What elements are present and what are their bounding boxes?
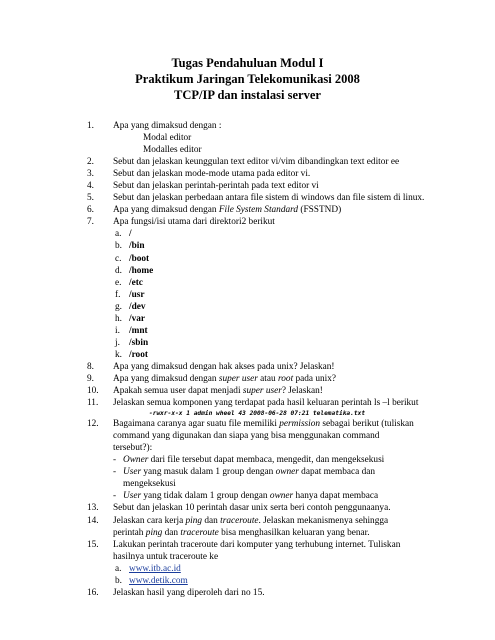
question-1: 1. Apa yang dimaksud dengan : [87,121,222,131]
directory-item: i. /mnt [115,325,148,336]
directory-item: b. /bin [115,241,145,252]
question-6: 6. Apa yang dimaksud dengan File System Standard (FSSTND) [87,205,342,216]
directory-item: a. / [115,229,132,240]
directory-item: g. /dev [115,301,146,312]
question-8: 8. Apa yang dimaksud dengan hak akses pada unix? Jelaskan! [87,361,335,372]
question-14: 14. Jelaskan cara kerja ping dan traceroute. Jelaskan mekanismenya sehingga perintah ping dan traceroute bisa menghasilkan keluaran yang benar. [87,515,389,538]
itb-link[interactable]: www.itb.ac.id [129,563,181,574]
permission-item: - User yang masuk dalam 1 group dengan owner dapat membaca dan [113,467,375,478]
question-10: 10. Apakah semua user dapat menjadi super user? Jelaskan! [87,386,323,397]
question-1-option: Modal editor [143,133,192,144]
permission-item: - User yang tidak dalam 1 group dengan owner hanya dapat membaca [113,491,379,502]
traceroute-target: a. www.itb.ac.id [115,563,181,574]
document-title: Tugas Pendahuluan Modul I [171,56,324,70]
traceroute-target: b. www.detik.com [115,575,188,586]
detik-link[interactable]: www.detik.com [129,575,188,586]
question-list [87,120,472,599]
directory-list [87,228,472,361]
directory-item: e. /etc [115,277,143,288]
directory-item: c. /boot [115,253,150,264]
question-2: 2. Sebut dan jelaskan keunggulan text editor vi/vim dibandingkan text editor ee [87,157,400,168]
question-15: 15. Lakukan perintah traceroute dari komputer yang terhubung internet. Tuliskan hasilnya untuk traceroute ke [87,539,401,562]
question-4: 4. Sebut dan jelaskan perintah-perintah pada text editor vi [87,181,319,192]
question-12: 12. Bagaimana caranya agar suatu file memiliki permission sebagai berikut (tuliskan command yang digunakan dan siapa yang bisa menggunakan command tersebut?): [87,419,414,454]
directory-item: f. /usr [115,289,145,300]
ls-output-code: -rwxr-x-x 1 admin wheel 43 2008-06-28 07:21 telematika.txt [149,410,366,418]
permission-item: - Owner dari file tersebut dapat membaca, mengedit, dan mengeksekusi [113,455,385,466]
question-16: 16. Jelaskan hasil yang diperoleh dari no 15. [87,587,265,598]
document-subtitle: Praktikum Jaringan Telekomunikasi 2008 [135,72,360,86]
question-9: 9. Apa yang dimaksud dengan super user atau root pada unix? [87,373,337,384]
question-13: 13. Sebut dan jelaskan 10 perintah dasar unix serta beri contoh penggunaanya. [87,503,391,514]
question-1-option: Modalles editor [143,145,202,156]
question-5: 5. Sebut dan jelaskan perbedaan antara file sistem di windows dan file sistem di linux. [87,193,425,204]
directory-item: h. /var [115,313,146,324]
document-topic: TCP/IP dan instalasi server [174,88,321,102]
directory-item: j. /sbin [115,337,149,348]
question-3: 3. Sebut dan jelaskan mode-mode utama pada editor vi. [87,169,311,180]
question-7: 7. Apa fungsi/isi utama dari direktori2 berikut [87,217,275,228]
directory-item: d. /home [115,265,154,276]
directory-item: k. /root [115,349,148,360]
question-11: 11. Jelaskan semua komponen yang terdapat pada hasil keluaran perintah ls –l berikut [87,398,419,409]
permission-item-cont: mengeksekusi [123,479,176,490]
